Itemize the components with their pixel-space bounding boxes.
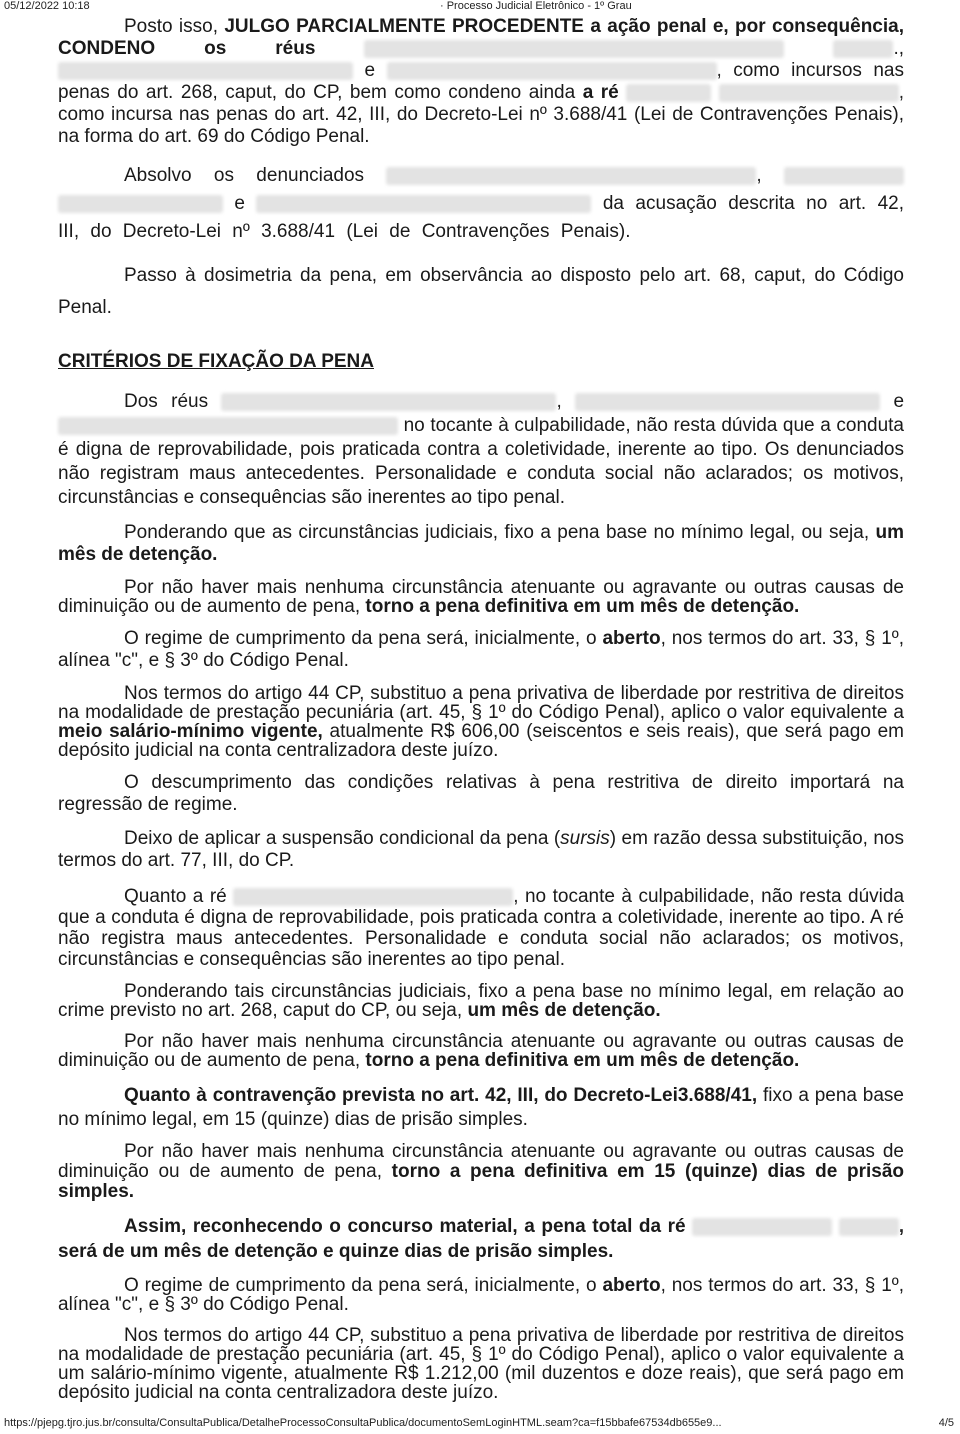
paragraph-sursis: Deixo de aplicar a suspensão condicional da pena (sursis) em razão dessa substituição, nos termos do art. 77, III, do CP. xyxy=(58,828,904,871)
redacted-name xyxy=(575,393,880,411)
redacted-name xyxy=(256,195,591,213)
print-header xyxy=(0,0,960,14)
print-footer xyxy=(0,1416,960,1432)
print-date: 05/12/2022 10:18 xyxy=(4,0,90,12)
redacted-name xyxy=(839,1218,899,1236)
print-url[interactable]: https://pjepg.tjro.jus.br/consulta/ConsultaPublica/DetalheProcessoConsultaPublica/documentoSemLoginHTML.seam?ca=f15bbafe67534db655e9... xyxy=(4,1417,722,1429)
redacted-name xyxy=(58,417,398,435)
paragraph-defendants: Dos réus , e no tocante à culpabilidade, não resta dúvida que a conduta é digna de reprovabilidade, pois praticada contra a coletividade, inerente ao tipo. Os denunciados não registram maus antecedentes. Personalidade e conduta social não aclarados; os motivos, circunstâncias e consequências são inerentes ao tipo penal. xyxy=(58,391,905,508)
redacted-name xyxy=(626,84,711,102)
redacted-name xyxy=(58,195,223,213)
redacted-name xyxy=(364,40,784,58)
paragraph-total-penalty: Assim, reconhecendo o concurso material, a pena total da ré , será de um mês de detenção e quinze dias de prisão simples. xyxy=(58,1216,905,1262)
print-title: · Processo Judicial Eletrônico - 1º Grau xyxy=(440,0,632,12)
redacted-name xyxy=(784,167,904,185)
paragraph-acquittal: Absolvo os denunciados , e da acusação descrita no art. 42, III, do Decreto-Lei nº 3.688/41 (Lei de Contravenções Penais). xyxy=(58,165,905,242)
redacted-name xyxy=(221,393,556,411)
paragraph-definitive-penalty: Por não haver mais nenhuma circunstância atenuante ou agravante ou outras causas de diminuição ou de aumento de pena, torno a pena definitiva em um mês de detenção. xyxy=(58,577,904,617)
redacted-name xyxy=(692,1218,832,1236)
paragraph-definitive-penalty-3: Por não haver mais nenhuma circunstância atenuante ou agravante ou outras causas de diminuição ou de aumento de pena, torno a pena definitiva em 15 (quinze) dias de prisão simples. xyxy=(58,1141,904,1202)
paragraph-verdict: Posto isso, JULGO PARCIALMENTE PROCEDENTE a ação penal e, por consequência, CONDENO os réus ., e , como incursos nas penas do art. 268, caput, do CP, bem como condeno ainda a ré , como incursa nas penas do art. 42, III, do Decreto-Lei nº 3.688/41 (Lei de Contravenções Penais), na forma do art. 69 do Código Penal. xyxy=(58,16,905,147)
paragraph-dosimetry: Passo à dosimetria da pena, em observância ao disposto pelo art. 68, caput, do Código Penal. xyxy=(58,265,904,318)
redacted-name xyxy=(386,167,756,185)
redacted-name xyxy=(387,62,717,80)
redacted-name xyxy=(719,84,899,102)
redacted-name xyxy=(833,40,893,58)
paragraph-base-penalty: Ponderando que as circunstâncias judiciais, fixo a pena base no mínimo legal, ou seja, um mês de detenção. xyxy=(58,522,904,565)
page-number: 4/5 xyxy=(938,1417,954,1429)
document-body xyxy=(58,16,904,1402)
section-heading: CRITÉRIOS DE FIXAÇÃO DA PENA xyxy=(58,351,374,372)
paragraph-base-penalty-2: Ponderando tais circunstâncias judiciais, fixo a pena base no mínimo legal, em relação ao crime previsto no art. 268, caput do CP, ou seja, um mês de detenção. xyxy=(58,981,904,1021)
paragraph-substitution-2: Nos termos do artigo 44 CP, substituo a pena privativa de liberdade por restritiva de direitos na modalidade de prestação pecuniária (art. 45, § 1º do Código Penal), aplico o valor equivalente a um salário-mínimo vigente, atualmente R$ 1.212,00 (mil duzentos e doze reais), que será pago em depósito judicial na conta centralizadora deste juízo. xyxy=(58,1325,904,1403)
paragraph-contravention: Quanto à contravenção prevista no art. 42, III, do Decreto-Lei3.688/41, fixo a pena base no mínimo legal, em 15 (quinze) dias de prisão simples. xyxy=(58,1085,904,1130)
paragraph-substitution: Nos termos do artigo 44 CP, substituo a pena privativa de liberdade por restritiva de direitos na modalidade de prestação pecuniária (art. 45, § 1º do Código Penal), aplico o valor equivalente a meio salário-mínimo vigente, atualmente R$ 606,00 (seiscentos e seis reais), que será pago em depósito judicial na conta centralizadora deste juízo. xyxy=(58,683,905,761)
paragraph-regime: O regime de cumprimento da pena será, inicialmente, o aberto, nos termos do art. 33, § 1º, alínea "c", e § 3º do Código Penal. xyxy=(58,628,904,671)
paragraph-regime-2: O regime de cumprimento da pena será, inicialmente, o aberto, nos termos do art. 33, § 1º, alínea "c", e § 3º do Código Penal. xyxy=(58,1275,904,1315)
redacted-name xyxy=(58,62,353,80)
paragraph-defendant-female: Quanto a ré , no tocante à culpabilidade, não resta dúvida que a conduta é digna de reprovabilidade, pois praticada contra a coletividade, inerente ao tipo. A ré não registra maus antecedentes. Personalidade e conduta social não aclarados; os motivos, circunstâncias e consequências são inerentes ao tipo penal. xyxy=(58,886,905,970)
paragraph-noncompliance: O descumprimento das condições relativas à pena restritiva de direito importará na regressão de regime. xyxy=(58,772,904,815)
paragraph-definitive-penalty-2: Por não haver mais nenhuma circunstância atenuante ou agravante ou outras causas de diminuição ou de aumento de pena, torno a pena definitiva em um mês de detenção. xyxy=(58,1031,904,1071)
redacted-name xyxy=(233,888,513,906)
